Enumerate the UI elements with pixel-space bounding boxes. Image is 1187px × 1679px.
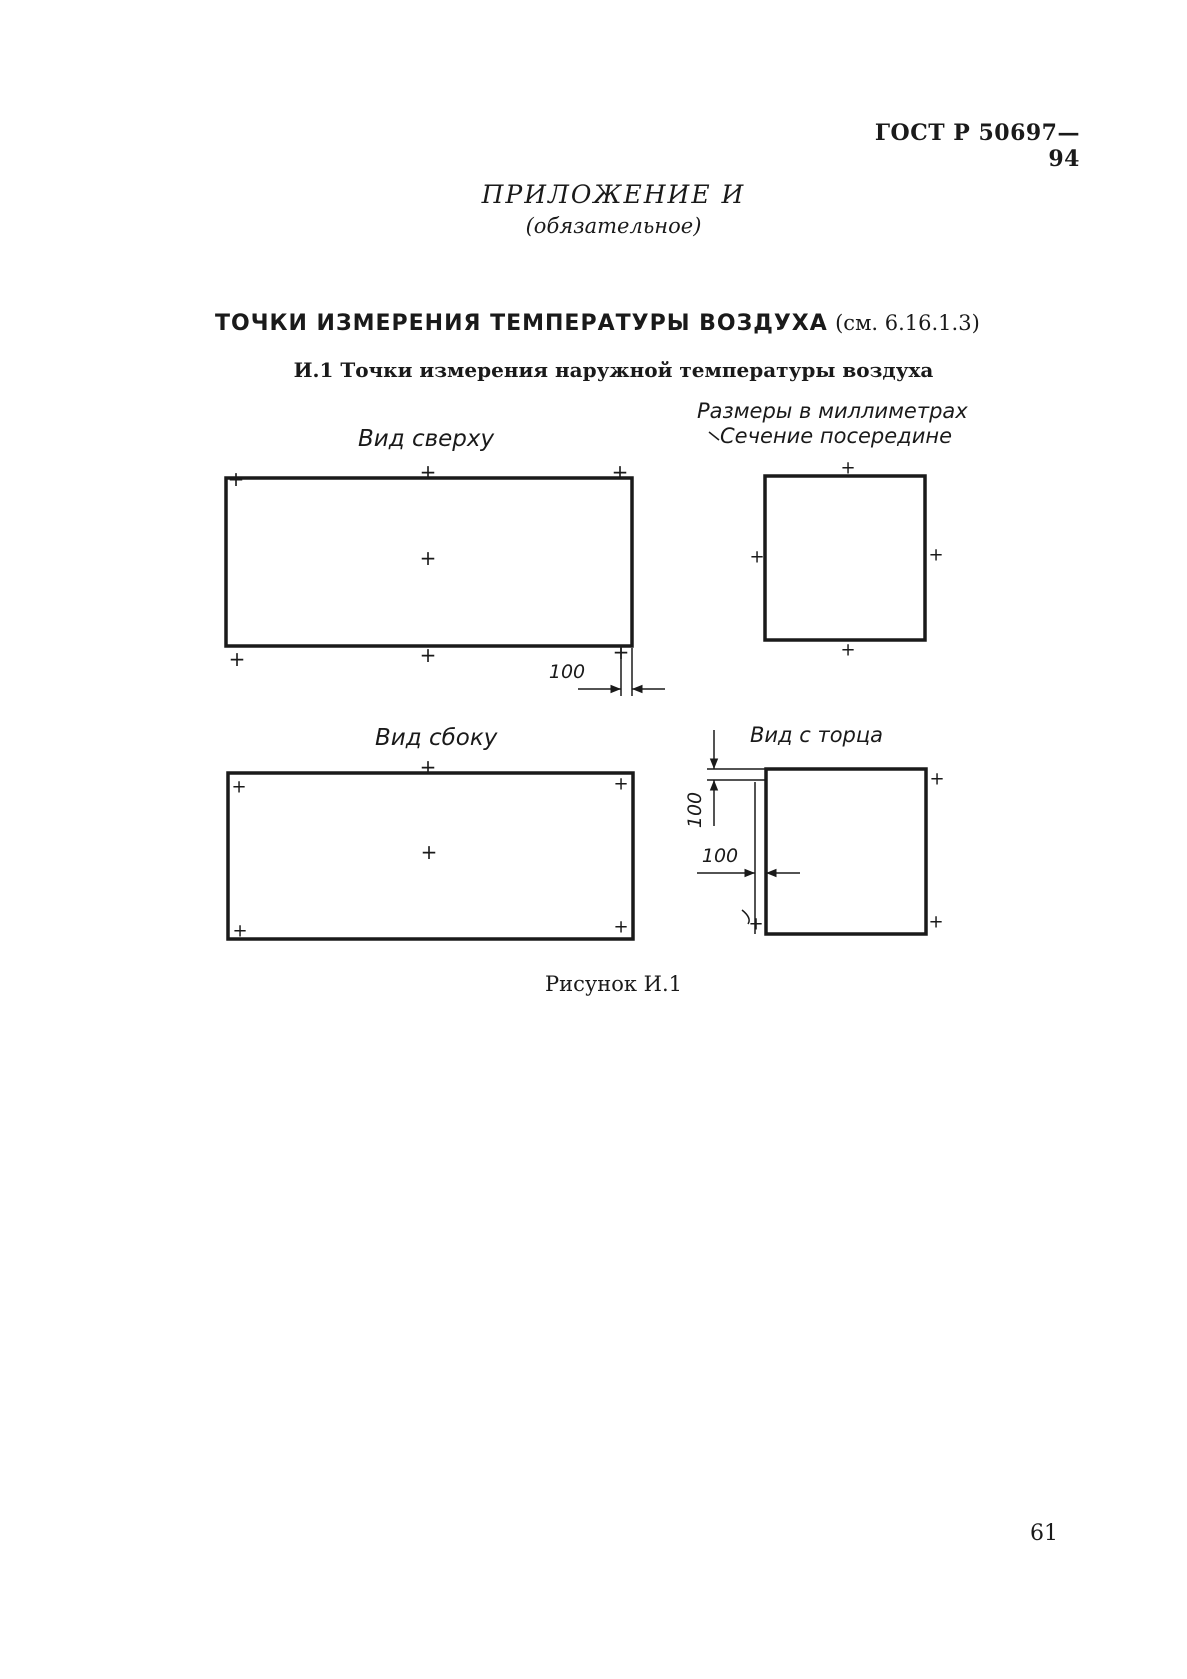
figure-caption: Рисунок И.1: [544, 972, 683, 996]
measure-point: +: [420, 840, 438, 864]
measure-point: +: [840, 457, 856, 479]
measure-point: +: [748, 913, 764, 935]
measure-point: +: [228, 647, 246, 671]
measure-point: +: [419, 460, 437, 484]
measure-point: +: [419, 643, 437, 667]
section-view-outline: [765, 476, 925, 640]
subsection-heading: И.1 Точки измерения наружной температуры воздуха: [293, 358, 934, 382]
label-top-view: Вид сверху: [358, 426, 495, 452]
measure-point: +: [840, 639, 856, 661]
label-section-view: Сечение посередине: [720, 424, 952, 448]
dimension-label: 100: [701, 845, 739, 867]
measure-point: +: [613, 916, 629, 938]
measure-point: +: [612, 640, 630, 664]
top-view: [226, 460, 665, 696]
measure-point: +: [928, 544, 944, 566]
measure-point: +: [611, 460, 629, 484]
section-heading-title: ТОЧКИ ИЗМЕРЕНИЯ ТЕМПЕРАТУРЫ ВОЗДУХА: [215, 311, 828, 336]
section-view: [749, 458, 943, 661]
measure-point: +: [232, 920, 248, 942]
dimension-100-horizontal: [697, 782, 800, 934]
leader-tick: [709, 432, 719, 440]
measure-point: +: [231, 776, 247, 798]
measure-point: +: [227, 467, 245, 491]
end-view-outline: [766, 769, 926, 934]
measure-point: +: [928, 911, 944, 933]
side-view: [228, 755, 633, 942]
measure-point: +: [749, 546, 765, 568]
dimension-label: 100: [684, 791, 706, 829]
dimension-label: 100: [548, 661, 586, 683]
measure-point: +: [419, 755, 437, 779]
label-side-view: Вид сбоку: [375, 725, 498, 751]
label-units-note: Размеры в миллиметрах: [697, 399, 968, 423]
measure-point: +: [419, 546, 437, 570]
label-end-view: Вид с торца: [750, 723, 884, 747]
section-heading-reference: (см. 6.16.1.3): [835, 311, 980, 335]
standard-designation: ГОСТ Р 50697—94: [874, 120, 1080, 172]
measure-point: +: [929, 768, 945, 790]
appendix-title: ПРИЛОЖЕНИЕ И: [481, 180, 746, 209]
measure-point: +: [613, 773, 629, 795]
dimension-100-top: [549, 648, 665, 696]
page-number: 61: [1030, 1521, 1058, 1546]
end-view: [684, 730, 945, 935]
appendix-status: (обязательное): [525, 214, 702, 238]
